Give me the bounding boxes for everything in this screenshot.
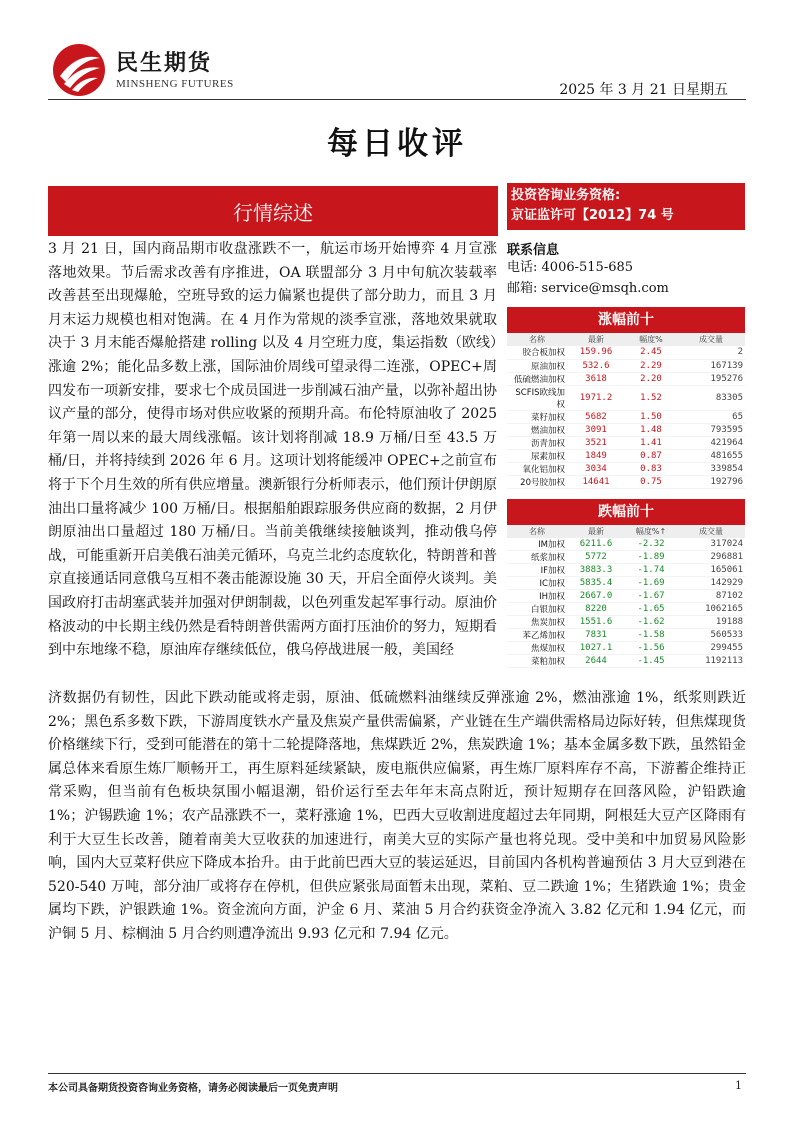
last-price: 6211.6 [567, 538, 625, 551]
table-row [507, 462, 745, 475]
table-row [507, 564, 745, 577]
qualification-line2: 京证监许可【2012】74 号 [511, 208, 674, 223]
change-pct: -1.62 [625, 616, 677, 629]
volume: 167139 [677, 359, 745, 372]
volume: 65 [677, 410, 745, 423]
contract-name: 20号胶加权 [507, 475, 567, 488]
table-row [507, 590, 745, 603]
contact-phone [507, 257, 745, 278]
contract-name: 低硫燃油加权 [507, 372, 567, 385]
table-row [507, 616, 745, 629]
table-row [507, 642, 745, 655]
gainers-col-header: 名称 [507, 333, 567, 346]
losers-col-header: 幅度%↑ [625, 525, 677, 538]
contract-name: IC加权 [507, 577, 567, 590]
last-price: 1551.6 [567, 616, 625, 629]
last-price: 5682 [567, 410, 625, 423]
gainers-col-header: 幅度% [625, 333, 677, 346]
table-row [507, 359, 745, 372]
contract-name: 白银加权 [507, 603, 567, 616]
brand-name-cn: 民生期货 [116, 51, 213, 76]
last-price: 532.6 [567, 359, 625, 372]
last-price: 3883.3 [567, 564, 625, 577]
report-date: 2025 年 3 月 21 日星期五 [559, 82, 728, 98]
losers-table [507, 525, 745, 669]
last-price: 3034 [567, 462, 625, 475]
volume: 560533 [677, 629, 745, 642]
contract-name: SCFIS欧线加权 [507, 385, 567, 410]
volume: 165061 [677, 564, 745, 577]
last-price: 3521 [567, 436, 625, 449]
last-price: 2667.0 [567, 590, 625, 603]
section-banner [48, 186, 498, 236]
table-row [507, 436, 745, 449]
volume: 421964 [677, 436, 745, 449]
contract-name: 氧化铝加权 [507, 462, 567, 475]
contract-name: 沥青加权 [507, 436, 567, 449]
market-summary-full: 济数据仍有韧性，因此下跌动能或将走弱，原油、低硫燃料油继续反弹涨逾 2%，燃油涨逾 1%，纸浆则跌近 2%；黑色系多数下跌，下游周度铁水产量及焦炭产量供需偏紧，产业链在生产端供需格局边际好转，但焦煤现货价格继续下行，受到可能潜在的第十二轮提降落地，焦煤跌近 2%，焦炭跌逾 1%；基本金属多数下跌，虽然铅金属总体来看原生炼厂顺畅开工，再生原料延续紧缺，废电瓶供应偏紧，再生炼厂原料库存不高，下游蓄企维持正常采购，但当前有色板块氛围小幅退潮，铅价运行至去年年末高点附近，预计短期存在回落风险，沪铅跌逾 1%；沪锡跌逾 1%；农产品涨跌不一，菜籽涨逾 1%，巴西大豆收割进度超过去年同期，阿根廷大豆产区降雨有利于大豆生长改善，随着南美大豆收获的加速进行，南美大豆的实际产量也将兑现。受中美和中加贸易风险影响，国内大豆菜籽供应下降成本抬升。由于此前巴西大豆的装运延迟，目前国内各机构普遍预估 3 月大豆到港在 520-540 万吨，部分油厂或将存在停机，但供应紧张局面暂未出现，菜粕、豆二跌逾 1%；生猪跌逾 1%；贵金属均下跌，沪银跌逾 1%。资金流向方面，沪金 6 月、菜油 5 月合约获资金净流入 3.82 亿元和 1.94 亿元，而沪铜 5 月、棕榈油 5 月合约则遭净流出 9.93 亿元和 7.94 亿元。 [48, 690, 746, 942]
contract-name: 原油加权 [507, 359, 567, 372]
table-row [507, 603, 745, 616]
footer-divider [48, 1073, 746, 1074]
change-pct: -1.45 [625, 655, 677, 668]
table-row [507, 629, 745, 642]
contract-name: IM加权 [507, 538, 567, 551]
table-row [507, 385, 745, 410]
contract-name: 焦炭加权 [507, 616, 567, 629]
change-pct: -1.89 [625, 551, 677, 564]
volume: 481655 [677, 449, 745, 462]
change-pct: -1.58 [625, 629, 677, 642]
change-pct: 0.83 [625, 462, 677, 475]
footer-disclaimer: 本公司具备期货投资咨询业务资格，请务必阅读最后一页免责声明 [48, 1083, 338, 1094]
contract-name: 苯乙烯加权 [507, 629, 567, 642]
table-row [507, 346, 745, 359]
brand-name-en: MINSHENG FUTURES [116, 78, 234, 90]
page-number: 1 [735, 1079, 742, 1092]
contact-title: 联系信息 [507, 243, 560, 258]
contract-name: 焦煤加权 [507, 642, 567, 655]
contract-name: 菜籽加权 [507, 410, 567, 423]
section-title: 行情综述 [233, 200, 313, 225]
gainers-col-header: 最新 [567, 333, 625, 346]
volume: 793595 [677, 423, 745, 436]
change-pct: 0.75 [625, 475, 677, 488]
contract-name: IH加权 [507, 590, 567, 603]
change-pct: 1.41 [625, 436, 677, 449]
volume: 317024 [677, 538, 745, 551]
gainers-table [507, 333, 745, 489]
change-pct: 1.48 [625, 423, 677, 436]
change-pct: -1.67 [625, 590, 677, 603]
phone-label: 电话: [507, 260, 538, 275]
last-price: 3091 [567, 423, 625, 436]
table-row [507, 475, 745, 488]
change-pct: 2.29 [625, 359, 677, 372]
last-price: 1027.1 [567, 642, 625, 655]
contract-name: 纸浆加权 [507, 551, 567, 564]
page-title: 每日收评 [327, 126, 467, 162]
volume: 299455 [677, 642, 745, 655]
last-price: 159.96 [567, 346, 625, 359]
header-divider [48, 99, 746, 100]
contact-email [507, 278, 745, 299]
change-pct: 2.20 [625, 372, 677, 385]
volume: 2 [677, 346, 745, 359]
table-row [507, 551, 745, 564]
table-row [507, 538, 745, 551]
last-price: 2644 [567, 655, 625, 668]
volume: 1192113 [677, 655, 745, 668]
volume: 142929 [677, 577, 745, 590]
change-pct: -1.74 [625, 564, 677, 577]
volume: 87102 [677, 590, 745, 603]
sidebar [507, 183, 745, 668]
last-price: 5835.4 [567, 577, 625, 590]
contract-name: IF加权 [507, 564, 567, 577]
volume: 19188 [677, 616, 745, 629]
change-pct: -1.69 [625, 577, 677, 590]
volume: 1062165 [677, 603, 745, 616]
table-row [507, 655, 745, 668]
gainers-title: 涨幅前十 [507, 307, 745, 333]
last-price: 7831 [567, 629, 625, 642]
phone-value: 4006-515-685 [541, 260, 634, 275]
volume: 83305 [677, 385, 745, 410]
contract-name: 尿素加权 [507, 449, 567, 462]
losers-col-header: 名称 [507, 525, 567, 538]
volume: 192796 [677, 475, 745, 488]
table-row [507, 423, 745, 436]
qualification-line1: 投资咨询业务资格: [511, 188, 621, 203]
table-row [507, 577, 745, 590]
last-price: 3618 [567, 372, 625, 385]
qualification-box [507, 183, 745, 230]
last-price: 14641 [567, 475, 625, 488]
gainers-col-header: 成交量 [677, 333, 745, 346]
change-pct: 2.45 [625, 346, 677, 359]
brand-logo [50, 40, 240, 96]
losers-col-header: 成交量 [677, 525, 745, 538]
market-summary-narrow: 3 月 21 日，国内商品期市收盘涨跌不一，航运市场开始博弈 4 月宣涨落地效果。节后需求改善有序推进，OA 联盟部分 3 月中旬航次装载率改善甚至出现爆舱，空班导致的运力偏紧也提供了部分助力，而且 3 月月末运力规模也相对饱满。在 4 月作为常规的淡季宣涨，落地效果就取决于 3 月末能否爆舱搭建 rolling 以及 4 月空班力度，集运指数（欧线）涨逾 2%；能化品多数上涨，国际油价周线可望录得二连涨，OPEC+周四发布一项新安排，要求七个成员国进一步削减石油产量，以弥补超出协议产量的部分，使得市场对供应收紧的预期升高。布伦特原油收了 2025 年第一周以来的最大周线涨幅。该计划将削减 18.9 万桶/日至 43.5 万桶/日，并将持续到 2026 年 6 月。这项计划将能缓冲 OPEC+之前宣布将于下个月生效的所有供应增量。澳新银行分析师表示，他们预计伊朗原油出口量将减少 100 万桶/日。根据船舶跟踪服务供应商的数据，2 月伊朗原油出口量超过 180 万桶/日。当前美俄继续接触谈判，推动俄乌停战，可能重新开启美俄石油美元循环，乌克兰北约态度软化，特朗普和普京直接通话同意俄乌互相不袭击能源设施 30 天，开启全面停火谈判。美国政府打击胡塞武装并加强对伊朗制裁，以色列重发起军事行动。原油价格波动的中长期主线仍然是看特朗普供需两方面打压油价的努力，短期看到中东地缘不稳，原油库存继续低位，俄乌停战进展一般，美国经 [48, 241, 497, 659]
table-row [507, 449, 745, 462]
contract-name: 胶合板加权 [507, 346, 567, 359]
change-pct: -1.56 [625, 642, 677, 655]
volume: 296881 [677, 551, 745, 564]
contract-name: 燃油加权 [507, 423, 567, 436]
brand-emblem-icon [50, 42, 108, 98]
losers-col-header: 最新 [567, 525, 625, 538]
change-pct: -2.32 [625, 538, 677, 551]
contract-name: 菜粕加权 [507, 655, 567, 668]
last-price: 1849 [567, 449, 625, 462]
volume: 195276 [677, 372, 745, 385]
last-price: 5772 [567, 551, 625, 564]
change-pct: 0.87 [625, 449, 677, 462]
change-pct: 1.50 [625, 410, 677, 423]
email-label: 邮箱: [507, 281, 538, 296]
last-price: 1971.2 [567, 385, 625, 410]
change-pct: -1.65 [625, 603, 677, 616]
last-price: 8220 [567, 603, 625, 616]
losers-title: 跌幅前十 [507, 499, 745, 525]
volume: 339854 [677, 462, 745, 475]
table-row [507, 372, 745, 385]
email-value: service@msqh.com [541, 281, 669, 296]
change-pct: 1.52 [625, 385, 677, 410]
table-row [507, 410, 745, 423]
